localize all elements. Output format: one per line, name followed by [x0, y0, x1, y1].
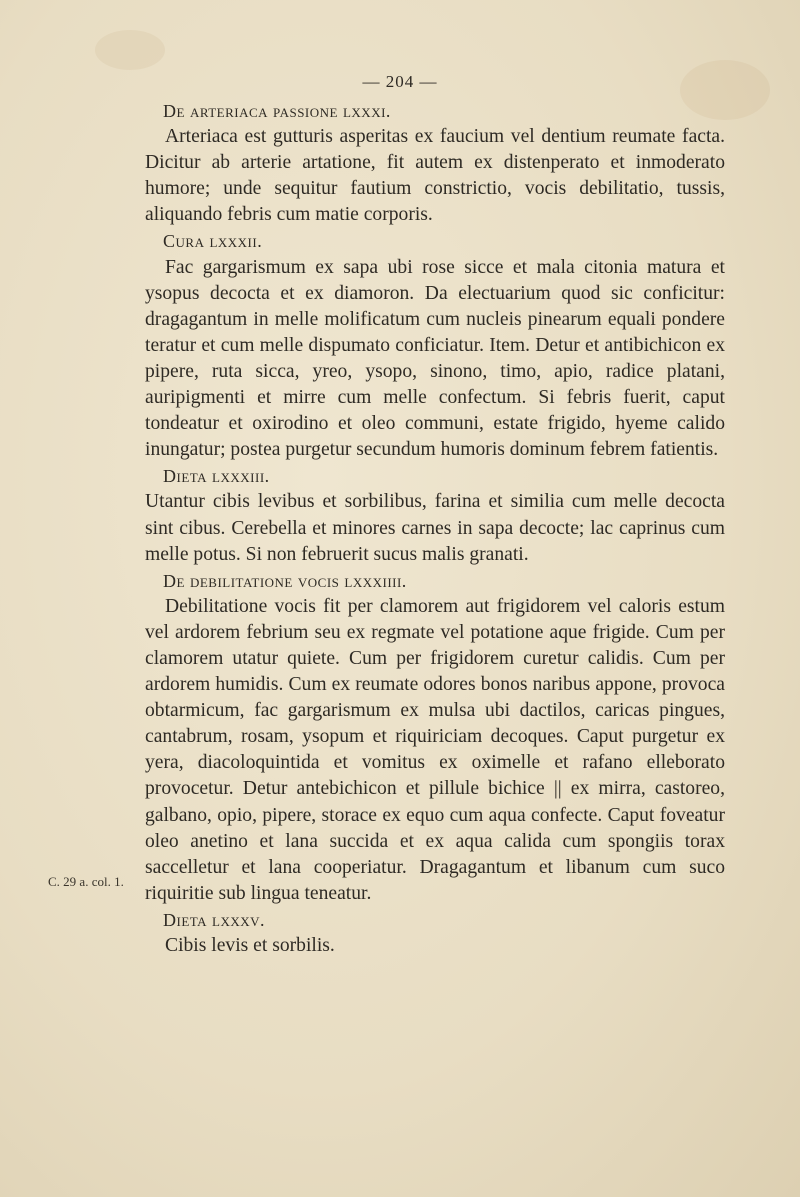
- margin-note: C. 29 a. col. 1.: [48, 874, 124, 889]
- section-paragraph: Debilitatione vocis fit per clamorem aut frigidorem vel caloris estum vel ardorem febrium seu ex regmate vel potatione aque frigide. Cum per clamorem utatur quiete. Cum per frigidorem curetur calidis. Cum per ardorem humidis. Cum ex reumate odores bonos naribus appone, provoca obtarmicum, fac gargarismum ex mulsa ubi dactilos, caricas pingues, cantabrum, rosam, ysopum et riquiriciam decoques. Caput purgetur ex yera, diacoloquintida et vomitus ex oximelle et rafano elleborato provocetur. Detur antebichicon et pillule bichice || ex mirra, castoreo, galbano, opio, pipere, storace ex equo cum aqua confecte. Caput foveatur oleo anetino et lana succida et ex aqua calida cum spongiis torax saccelletur et lana cooperiatur. Dragagantum et libanum cum suco riquiritie sub lingua teneatur.: [145, 595, 725, 904]
- paper-stain: [95, 30, 165, 70]
- section-paragraph: Arteriaca est gutturis asperitas ex faucium vel dentium reumate facta. Dicitur ab arterie artatione, fit autem ex distenperato et inmoderato humore; unde sequitur fautium constrictio, vocis debilitatio, tussis, aliquando febris cum matie corporis.: [145, 126, 725, 226]
- section-heading: De debilitatione vocis lxxxiiii.: [163, 570, 407, 591]
- section-paragraph: Utantur cibis levibus et sorbilibus, farina et similia cum melle decocta sint cibus. Cerebella et minores carnes in sapa decocte; lac caprinus cum melle potus. Si non februerit sucus malis granati.: [145, 491, 725, 565]
- section-heading: Cura lxxxii.: [163, 231, 263, 252]
- section-heading: De arteriaca passione lxxxi.: [163, 101, 391, 121]
- section-heading: Dieta lxxxiii.: [163, 466, 270, 487]
- page-number: — 204 —: [362, 72, 438, 91]
- section-heading: Dieta lxxxv.: [163, 909, 266, 930]
- text-body: [145, 98, 725, 959]
- section-paragraph: Cibis levis et sorbilis.: [165, 935, 335, 956]
- section-paragraph: Fac gargarismum ex sapa ubi rose sicce et mala citonia matura et ysopus decocta et ex diamoron. Da electuarium quod sic conficitur: dragagantum in melle molificatum cum nucleis pinearum equali pondere teratur et cum melle dispumato conficiatur. Item. Detur et antibichicon ex pipere, ruta sicca, yreo, ysopo, sinono, timo, apio, radice platani, auripigmenti et mirre cum melle confectum. Si febris fuerit, caput tondeatur et oxirodino et oleo communi, estate frigido, hyeme calido inungatur; postea purgetur secundum humoris dominum febrem fatientis.: [145, 256, 725, 461]
